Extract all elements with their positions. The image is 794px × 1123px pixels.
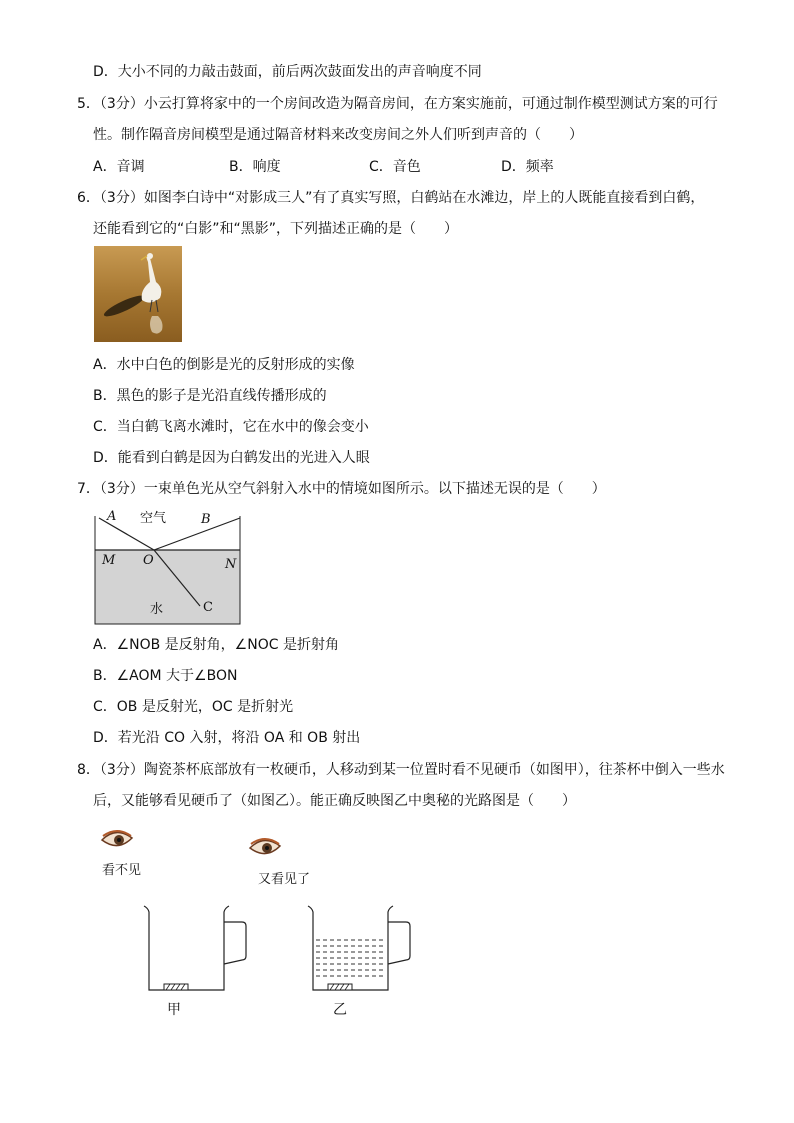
label-water: 水	[150, 602, 164, 617]
caption-can-see-again: 又看见了	[258, 872, 311, 887]
cup-jia	[140, 904, 250, 996]
q6-stem-line1: 6．（3分）如图李白诗中“对影成三人”有了真实写照，白鹤站在水滩边，岸上的人既能直接看到白鹤，	[77, 190, 705, 206]
q7-option-c: C．OB 是反射光，OC 是折射光	[93, 699, 294, 715]
label-jia: 甲	[167, 1002, 181, 1018]
q5-stem-line2: 性。制作隔音房间模型是通过隔音材料来改变房间之外人们听到声音的（ ）	[93, 127, 583, 143]
egret-photo	[94, 246, 182, 342]
q8-stem-line2: 后，又能够看见硬币了（如图乙）。能正确反映图乙中奥秘的光路图是（ ）	[93, 793, 576, 809]
q5-option-d: D．频率	[501, 159, 554, 175]
label-b: B	[201, 512, 211, 527]
q7-option-a: A．∠NOB 是反射角，∠NOC 是折射角	[93, 637, 339, 653]
q5-option-c: C．音色	[369, 159, 421, 175]
label-a: A	[107, 509, 117, 524]
label-m: M	[102, 553, 116, 568]
q7-stem: 7．（3分）一束单色光从空气斜射入水中的情境如图所示。以下描述无误的是（ ）	[77, 481, 606, 497]
q6-option-a: A．水中白色的倒影是光的反射形成的实像	[93, 357, 355, 373]
label-air: 空气	[140, 511, 167, 526]
eye-icon	[100, 828, 136, 858]
q8-stem-line1: 8．（3分）陶瓷茶杯底部放有一枚硬币，人移动到某一位置时看不见硬币（如图甲），往茶杯中倒入一些水	[77, 762, 725, 778]
q7-option-d: D．若光沿 CO 入射，将沿 OA 和 OB 射出	[93, 730, 361, 746]
label-o: O	[143, 553, 154, 568]
cup-yi	[304, 904, 414, 996]
q4-option-d: D．大小不同的力敲击鼓面，前后两次鼓面发出的声音响度不同	[93, 64, 482, 80]
q5-option-a: A．音调	[93, 159, 145, 175]
q6-option-d: D．能看到白鹤是因为白鹤发出的光进入人眼	[93, 450, 370, 466]
eye-icon	[248, 836, 284, 866]
q5-option-b: B．响度	[229, 159, 281, 175]
q7-option-b: B．∠AOM 大于∠BON	[93, 668, 238, 684]
refraction-diagram	[94, 506, 242, 626]
label-c: C	[203, 600, 213, 615]
q6-stem-line2: 还能看到它的“白影”和“黑影”，下列描述正确的是（ ）	[93, 221, 459, 237]
label-yi: 乙	[333, 1002, 347, 1018]
q5-stem-line1: 5．（3分）小云打算将家中的一个房间改造为隔音房间，在方案实施前，可通过制作模型测试方案的可行	[77, 96, 718, 112]
q6-option-b: B．黑色的影子是光沿直线传播形成的	[93, 388, 327, 404]
caption-cannot-see: 看不见	[102, 863, 142, 878]
q6-option-c: C．当白鹤飞离水滩时，它在水中的像会变小	[93, 419, 369, 435]
label-n: N	[225, 557, 237, 572]
